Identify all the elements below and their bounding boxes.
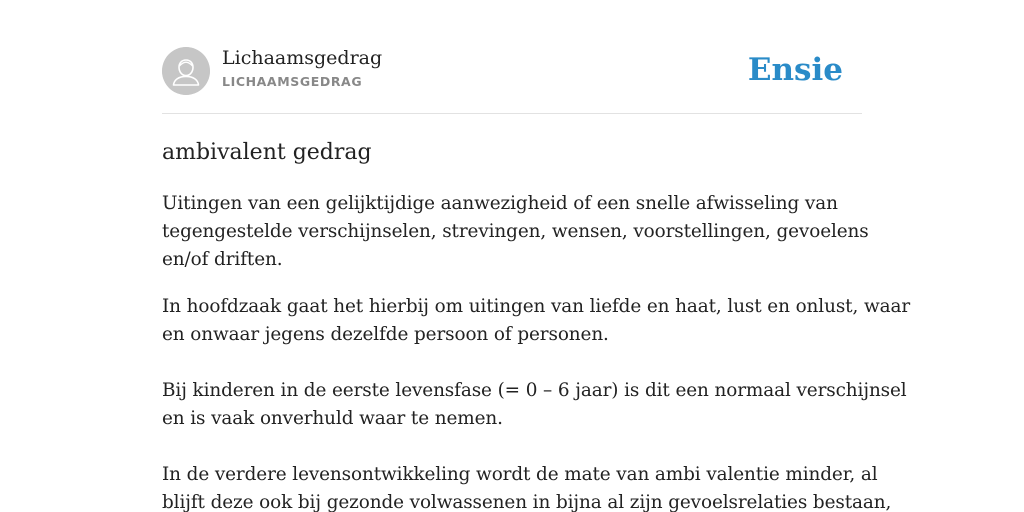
paragraph-line: en onwaar jegens dezelfde persoon of personen.	[162, 324, 609, 345]
paragraph-line: In hoofdzaak gaat het hierbij om uitingen van liefde en haat, lust en onlust, waar	[162, 296, 911, 317]
paragraph-4	[162, 461, 892, 512]
article-page	[162, 0, 911, 512]
author-avatar[interactable]	[162, 47, 210, 95]
paragraph-line: Bij kinderen in de eerste levensfase (= 0 – 6 jaar) is dit een normaal verschijnsel	[162, 380, 907, 401]
paragraph-line: en/of driften.	[162, 249, 283, 270]
paragraph-line: blijft deze ook bij gezonde volwassenen in bijna al zijn gevoelsrelaties bestaan,	[162, 492, 892, 512]
paragraph-line: tegengestelde verschijnselen, strevingen, wensen, voorstellingen, gevoelens	[162, 221, 869, 242]
paragraph-line: en is vaak onverhuld waar te nemen.	[162, 408, 503, 429]
author-category[interactable]: LICHAAMSGEDRAG	[222, 74, 363, 89]
paragraph-line: Uitingen van een gelijktijdige aanwezigheid of een snelle afwisseling van	[162, 193, 838, 214]
paragraph-2	[162, 293, 911, 349]
paragraph-3	[162, 377, 907, 433]
header-divider	[162, 113, 862, 114]
brand-logo[interactable]: Ensie	[747, 52, 843, 88]
paragraph-1	[162, 190, 869, 274]
author-name[interactable]: Lichaamsgedrag	[222, 47, 383, 69]
article-title: ambivalent gedrag	[162, 140, 372, 165]
paragraph-line: In de verdere levensontwikkeling wordt de mate van ambi valentie minder, al	[162, 464, 878, 485]
user-silhouette-icon	[162, 47, 210, 95]
article-header	[162, 47, 862, 95]
